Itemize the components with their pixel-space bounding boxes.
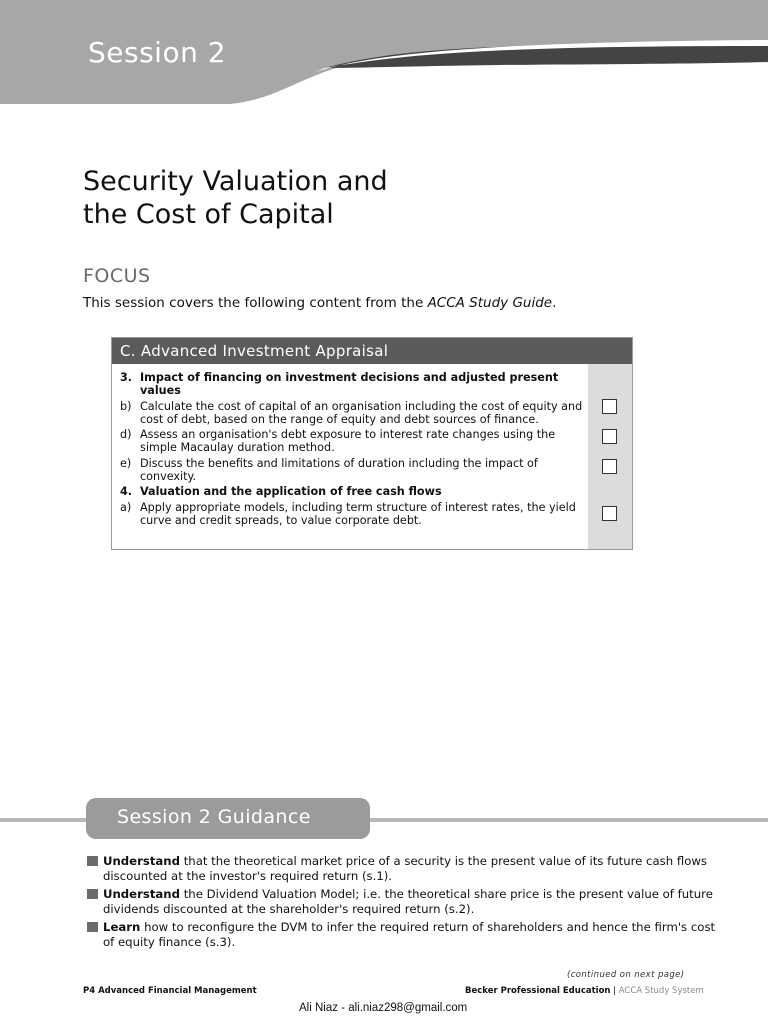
guidance-heading: Session 2 Guidance [117,806,311,828]
focus-intro-guide-name: ACCA Study Guide [427,295,553,311]
row-text: Assess an organisation's debt exposure to interest rate changes using the simple Macaulay duration method. [140,428,556,455]
bullet-square-icon [87,922,98,932]
guidance-text: the Dividend Valuation Model; i.e. the theoretical share price is the present value of future dividends discounted at the shareholder's required return (s.2). [103,887,713,916]
guidance-item [87,920,727,949]
study-guide-row [120,457,585,484]
footer-course-name: P4 Advanced Financial Management [83,986,257,996]
row-text: Impact of financing on investment decisions and adjusted present values [140,371,559,398]
continued-note: (continued on next page) [567,970,685,980]
checkbox-b[interactable] [602,399,617,414]
guidance-list [87,854,727,953]
checkbox-column [588,364,632,549]
user-watermark: Ali Niaz - ali.niaz298@gmail.com [299,1002,468,1014]
study-guide-heading: C. Advanced Investment Appraisal [112,338,632,364]
guidance-item [87,887,727,916]
row-text: Apply appropriate models, including term structure of interest rates, the yield curve and credit spreads, to value corporate debt. [140,500,576,527]
guidance-verb: Understand [103,854,180,868]
study-guide-row [120,371,585,398]
page-title [83,165,388,231]
study-guide-row [120,428,585,455]
guidance-text: how to reconfigure the DVM to infer the required return of shareholders and hence the firm's cost of equity finance (s.3). [103,920,716,949]
page-title-line-1: Security Valuation and [83,166,388,197]
footer-publisher-name: Becker Professional Education [465,986,611,996]
footer-publisher [465,986,704,996]
row-number: d) [120,428,132,442]
checkbox-d[interactable] [602,429,617,444]
row-text: Valuation and the application of free cash flows [140,485,442,499]
focus-intro [83,295,556,311]
bullet-square-icon [87,856,98,866]
guidance-text: that the theoretical market price of a security is the present value of its future cash flows discounted at the investor's required return (s.1). [103,854,708,883]
footer-separator: | [610,986,619,996]
checkbox-a[interactable] [602,506,617,521]
study-guide-row [120,485,585,498]
focus-intro-prefix: This session covers the following content from the [83,295,428,311]
row-number: 4. [120,485,133,499]
focus-heading: FOCUS [83,265,151,287]
session-header-banner [0,0,768,135]
study-guide-row [120,400,585,427]
session-label: Session 2 [88,36,227,69]
row-number: b) [120,399,132,413]
row-number: e) [120,456,132,470]
page-title-line-2: the Cost of Capital [83,199,334,230]
focus-intro-suffix: . [552,295,557,311]
row-number: a) [120,500,132,514]
footer-study-system: ACCA Study System [618,986,704,996]
checkbox-e[interactable] [602,459,617,474]
guidance-verb: Learn [103,920,141,934]
study-guide-box [111,337,633,550]
row-text: Discuss the benefits and limitations of duration including the impact of convexity. [140,456,538,484]
study-guide-rows [120,371,585,529]
row-text: Calculate the cost of capital of an organisation including the cost of equity and cost of debt, based on the range of equity and debt sources of finance. [140,399,583,426]
study-guide-row [120,501,585,528]
bullet-square-icon [87,889,98,899]
guidance-verb: Understand [103,887,180,901]
row-number: 3. [120,371,133,384]
guidance-item [87,854,727,883]
